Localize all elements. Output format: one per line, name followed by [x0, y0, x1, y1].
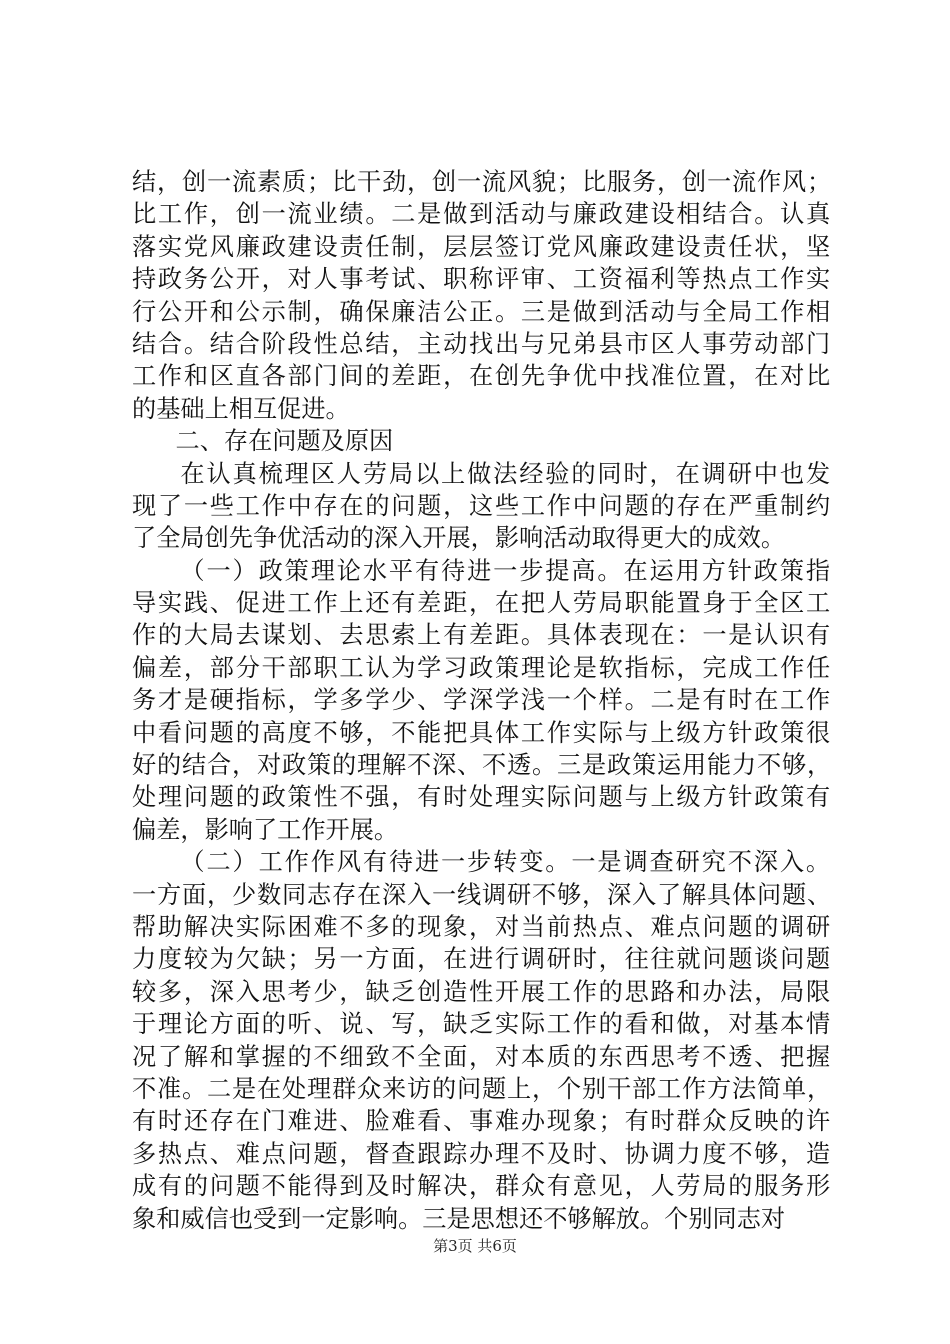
- text-line: 现了一些工作中存在的问题，这些工作中问题的存在严重制约: [132, 491, 832, 520]
- text-line: 的基础上相互促进。: [132, 394, 350, 423]
- text-line: 好的结合，对政策的理解不深、不透。三是政策运用能力不够，: [132, 751, 832, 780]
- text-line: 处理问题的政策性不强，有时处理实际问题与上级方针政策有: [132, 783, 832, 812]
- text-line: 成有的问题不能得到及时解决，群众有意见，人劳局的服务形: [132, 1172, 832, 1201]
- text-line: 结，创一流素质；比干劲，创一流风貌；比服务，创一流作风；: [132, 168, 832, 196]
- text-line: 不准。二是在处理群众来访的问题上，个别干部工作方法简单，: [132, 1074, 832, 1103]
- text-line: 工作和区直各部门间的差距，在创先争优中找准位置，在对比: [132, 362, 832, 391]
- text-line: 力度较为欠缺；另一方面，在进行调研时，往往就问题谈问题: [132, 945, 832, 974]
- text-line: 一方面，少数同志存在深入一线调研不够，深入了解具体问题、: [132, 880, 832, 909]
- text-line: 象和威信也受到一定影响。三是思想还不够解放。个别同志对: [132, 1204, 786, 1233]
- text-line: 偏差，部分干部职工认为学习政策理论是软指标，完成工作任: [132, 653, 832, 682]
- text-line: 况了解和掌握的不细致不全面，对本质的东西思考不透、把握: [132, 1042, 832, 1071]
- page-footer: 第3页 共6页: [433, 1237, 517, 1255]
- text-line: 于理论方面的听、说、写，缺乏实际工作的看和做，对基本情: [132, 1010, 832, 1039]
- text-line: 有时还存在门难进、脸难看、事难办现象；有时群众反映的许: [132, 1107, 832, 1136]
- text-line: 行公开和公示制，确保廉洁公正。三是做到活动与全局工作相: [132, 297, 832, 326]
- text-line: 在认真梳理区人劳局以上做法经验的同时，在调研中也发: [180, 459, 832, 488]
- text-line: 偏差，影响了工作开展。: [132, 815, 399, 844]
- text-line: 持政务公开，对人事考试、职称评审、工资福利等热点工作实: [132, 265, 832, 294]
- text-line: （一）政策理论水平有待进一步提高。在运用方针政策指: [180, 556, 832, 585]
- text-line: 导实践、促进工作上还有差距，在把人劳局职能置身于全区工: [132, 589, 832, 618]
- text-line: 较多，深入思考少，缺乏创造性开展工作的思路和办法，局限: [132, 977, 832, 1006]
- text-line: 了全局创先争优活动的深入开展，影响活动取得更大的成效。: [132, 524, 786, 553]
- text-line: 多热点、难点问题，督查跟踪办理不及时、协调力度不够，造: [132, 1139, 832, 1168]
- text-line: 中看问题的高度不够，不能把具体工作实际与上级方针政策很: [132, 718, 832, 747]
- text-line: 务才是硬指标，学多学少、学深学浅一个样。二是有时在工作: [132, 686, 832, 715]
- text-line: 落实党风廉政建设责任制，层层签订党风廉政建设责任状，坚: [132, 232, 832, 261]
- body-text: [132, 166, 832, 1235]
- text-line: 作的大局去谋划、去思索上有差距。具体表现在：一是认识有: [132, 621, 832, 650]
- text-line: 帮助解决实际困难不多的现象，对当前热点、难点问题的调研: [132, 912, 832, 941]
- text-line: 二、存在问题及原因: [175, 427, 394, 456]
- text-line: （二）工作作风有待进一步转变。一是调查研究不深入。: [180, 848, 832, 877]
- text-line: 比工作，创一流业绩。二是做到活动与廉政建设相结合。认真: [132, 200, 832, 229]
- text-line: 结合。结合阶段性总结，主动找出与兄弟县市区人事劳动部门: [132, 329, 832, 358]
